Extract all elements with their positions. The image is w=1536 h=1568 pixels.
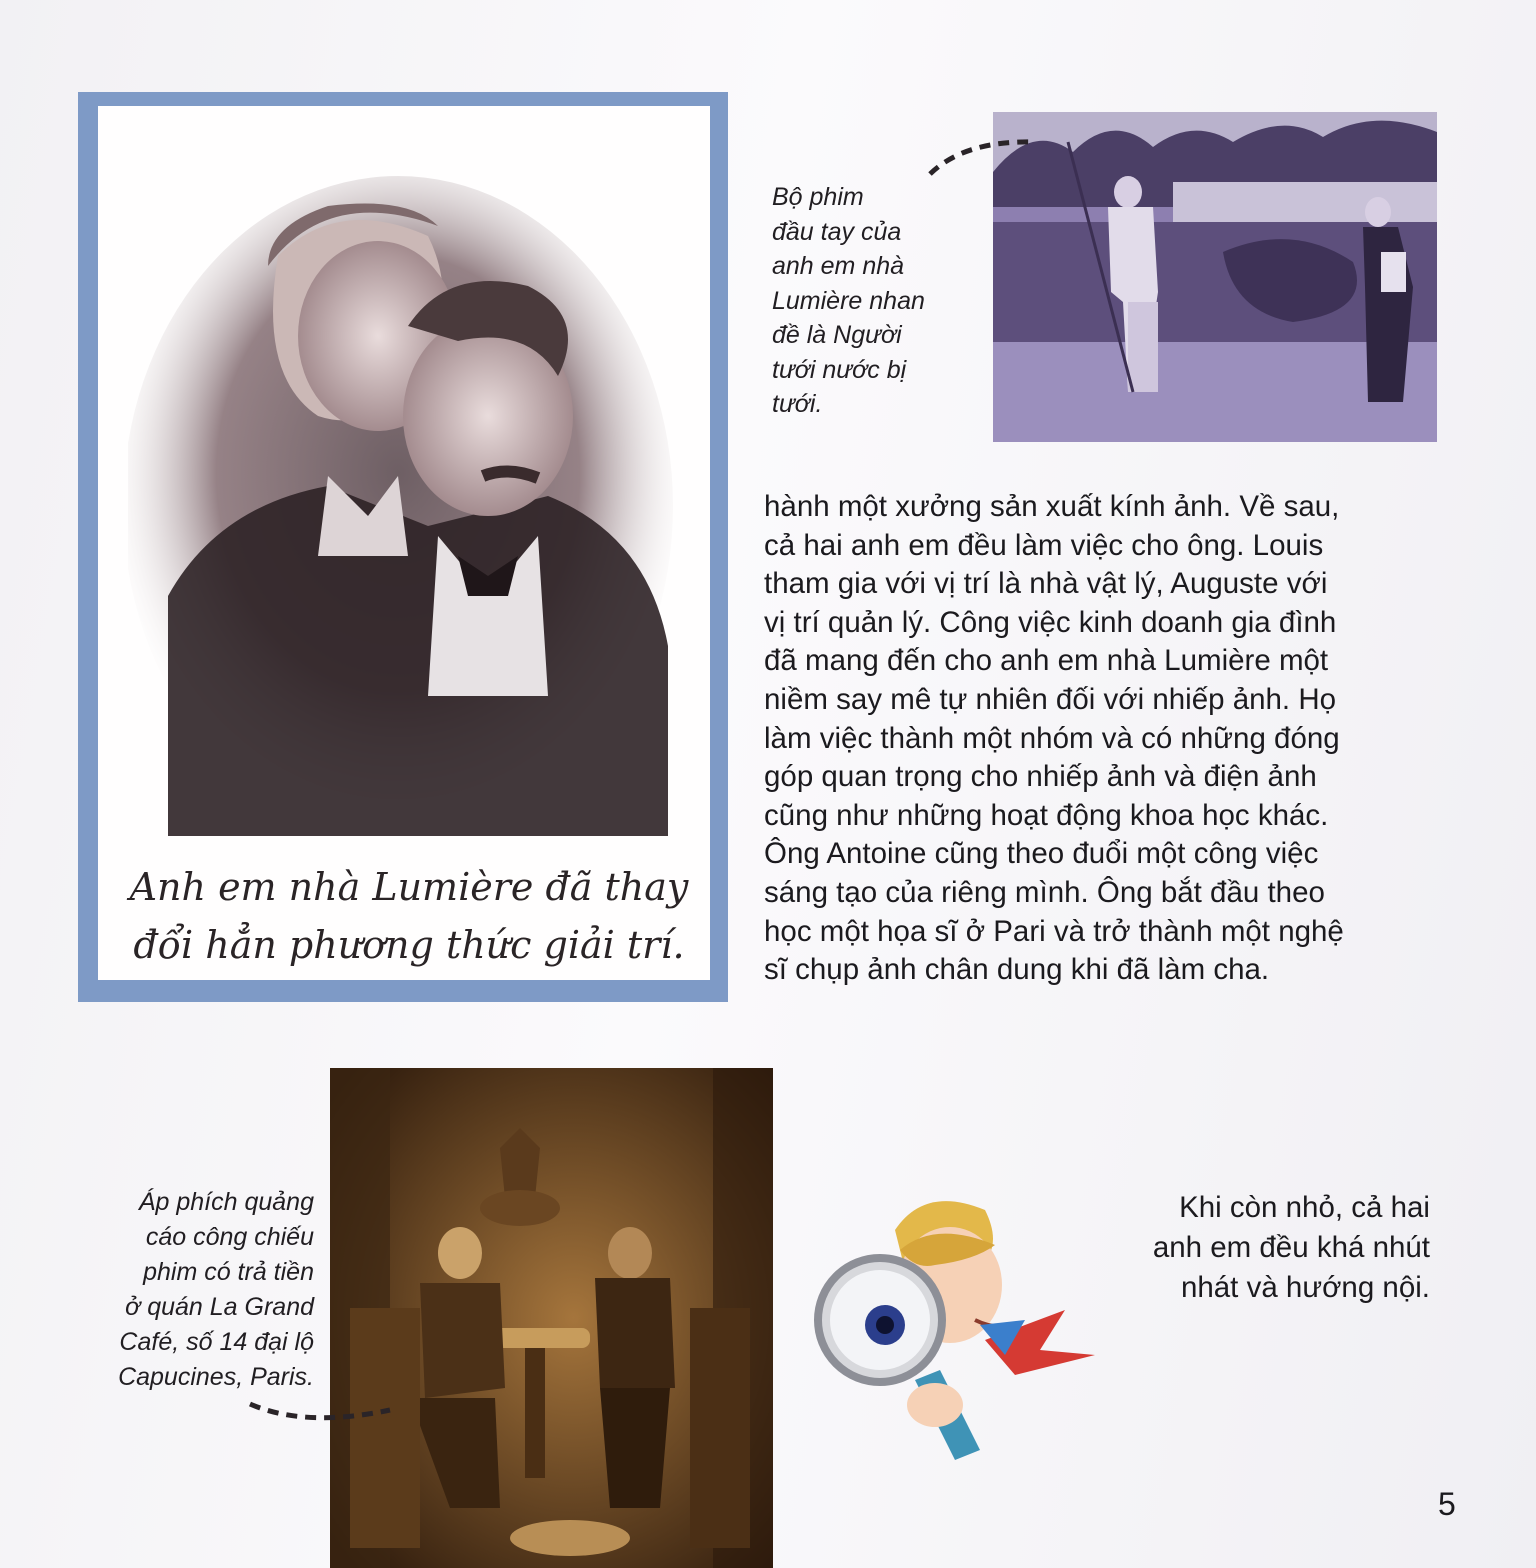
body-line: làm việc thành một nhóm và có những đóng bbox=[764, 721, 1340, 755]
portrait-card bbox=[98, 106, 710, 980]
film-caption: Bộ phim đầu tay của anh em nhà Lumière nhan đề là Người tưới nước bị tưới. bbox=[772, 183, 925, 418]
body-line: sĩ chụp ảnh chân dung khi đã làm cha. bbox=[764, 953, 1270, 987]
body-line: cả hai anh em đều làm việc cho ông. Louis bbox=[764, 528, 1324, 562]
body-line: góp quan trọng cho nhiếp ảnh và điện ảnh bbox=[764, 760, 1317, 794]
body-paragraph bbox=[764, 488, 1444, 990]
portrait-frame bbox=[78, 92, 728, 1002]
chess-caption: Áp phích quảng cáo công chiếu phim có trả tiền ở quán La Grand Café, số 14 đại lộ Capucines, Paris. bbox=[118, 1188, 314, 1391]
chess-caption-pointer bbox=[245, 1396, 395, 1436]
chess-poster-photo bbox=[330, 1068, 773, 1568]
portrait-caption: Anh em nhà Lumière đã thay đổi hẳn phương thức giải trí. bbox=[129, 865, 689, 967]
fun-fact-text: Khi còn nhỏ, cả hai anh em đều khá nhút nhát và hướng nội. bbox=[1152, 1191, 1430, 1304]
body-line: Ông Antoine cũng theo đuổi một công việc bbox=[764, 837, 1319, 871]
body-line: sáng tạo của riêng mình. Ông bắt đầu theo bbox=[764, 875, 1325, 909]
lumiere-brothers-portrait bbox=[128, 176, 688, 836]
first-film-still bbox=[993, 112, 1437, 442]
body-line: cũng như những hoạt động khoa học khác. bbox=[764, 798, 1329, 832]
body-line: vị trí quản lý. Công việc kinh doanh gia đình bbox=[764, 605, 1337, 639]
body-line: đã mang đến cho anh em nhà Lumière một bbox=[764, 644, 1329, 678]
cartoon-boy-magnifier-icon bbox=[805, 1190, 1100, 1480]
body-line: hành một xưởng sản xuất kính ảnh. Về sau, bbox=[764, 490, 1340, 523]
film-caption-pointer bbox=[925, 132, 1045, 182]
body-line: niềm say mê tự nhiên đối với nhiếp ảnh. Họ bbox=[764, 682, 1337, 716]
page-number: 5 bbox=[1438, 1486, 1456, 1522]
body-line: tham gia với vị trí là nhà vật lý, Auguste với bbox=[764, 567, 1328, 601]
body-line: học một họa sĩ ở Pari và trở thành một nghệ bbox=[764, 914, 1344, 948]
